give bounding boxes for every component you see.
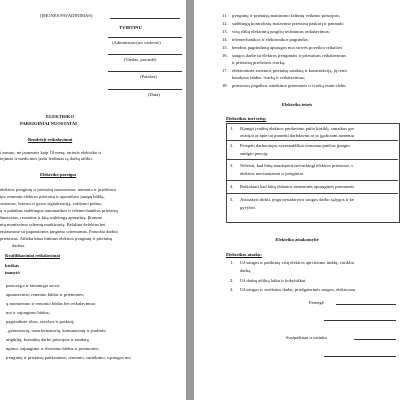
responsibility-subheading: Elektrikas atsako: (226, 252, 262, 257)
knowledge-item: ir prietaisų priešrūros tvarką; (232, 60, 286, 65)
name-caption: (Vardas, pavardė) (124, 57, 157, 62)
rights-item: 1. Išjungti įvadinį elektros perdavimo pulto kirtiklį, sunaikus gre (230, 126, 355, 131)
qualification-item: įrenginių ir prietaisų patikrinimo, remonto, surinkimo, sąvaugos mo (6, 355, 131, 360)
table-divider (226, 159, 398, 160)
rights-item: avarijai ar apie tai pranešti darbdaviui ar jo įgaliotam asmeniu (240, 133, 354, 138)
knowledge-item: 11. įrenginių ir prietaisų maitinimo šaltinių veikimo principus; (222, 13, 340, 18)
general-text-line: i asmuo, ne jaunesnis kaip 18 metų, turintis elektriko ir (0, 150, 102, 155)
duties-text-line: šmatorius, reostatus ir kitą sudėtingą aparatūrą. Įkrauna (0, 215, 102, 220)
rights-heading: Elektriko teisės (281, 102, 313, 107)
company-name-line (110, 18, 180, 19)
manager-line (108, 37, 182, 38)
rights-item: gyvybei. (240, 205, 256, 210)
qualification-item: ų montavimo ir remonto būdus bei reikalavimus; (6, 301, 96, 306)
qualification-item: pagrindines ribas, savybes ir paskirtį; (6, 319, 75, 324)
qualification-item: , generatorių, transformatorių, komutacinių ir įvadinės (6, 328, 106, 333)
rights-subheading: Elektrikas turi teisę: (226, 116, 267, 121)
table-divider (226, 193, 398, 194)
duties-text-line: nių montavimo schemų markiruotą. Pašalina defektus bei (0, 222, 106, 227)
duties-text-line: elektros įrenginių ir prietaisų montavimo, remonto ir priežiūros (0, 187, 117, 192)
qualification-subheading: ktrikas (5, 263, 20, 268)
acknowledged-label: Susipažinau ir sutinku (286, 335, 327, 340)
prepared-by-line (336, 304, 396, 305)
section-duties-heading: Elektriko pareigos (40, 172, 77, 177)
general-text-line: iejimas ir medicinos įrašu leidimas tą darbą atlikti. (0, 156, 93, 161)
qualification-item: pastoviąja ir kintamąja srove; (6, 283, 61, 288)
knowledge-item: 18. pirmosios pagalbos suteikimo priemones ir tvarką esant elektr (222, 83, 346, 88)
prepared-by-signature-line (324, 320, 396, 321)
approve-label: TVIRTINU (119, 25, 142, 30)
qualification-subheading: inanyti: (5, 270, 21, 275)
qualification-item: ungiklių, kontaktų darbo principus ir sandarą (6, 337, 89, 342)
rights-item: 4. Reikalauti kad būtų išduotos asmeninės apsauginės priemonės (230, 184, 355, 189)
manager-caption: (Administracijos vadovas) (112, 40, 161, 45)
qualification-item: ngimo, sujungimo ir išvavimo būdus ir priemones; (6, 346, 100, 351)
duties-text-line: sistemas, šviesos ir garso signalizaciją, valdymo pultus, (0, 201, 103, 206)
qualification-item: aptarnavimo, remonto būdus ir priemones; (6, 292, 85, 297)
knowledge-item: 17. elektroninės sistemos prietaisų sandarą ir konstrukciją, jų remi (222, 68, 347, 73)
prepared-by-label: Parengė (309, 300, 324, 305)
duties-text-line: eisiasmose su paprastomis įungimo schemomis. Paruošia darbui (0, 229, 118, 234)
duties-text-line: ų ir palaikus sudėtingus automatikos ir telemechanikos prietaisų (0, 208, 118, 213)
acknowledged-line (354, 339, 396, 340)
responsibility-item: 3. Už saugos ir sveikatos darbe, priešgaisrinės saugos, elektrosau (230, 287, 355, 292)
responsibility-heading: Elektriko atsakomybė (275, 237, 319, 242)
duties-text-line: darbus. (12, 243, 26, 248)
rights-item: 3. Neleisti, kad būtų naudojami netvarkingi elektros prietaisai, s (230, 163, 353, 168)
doc-title-line-1: ELEKTRIKO (46, 114, 75, 119)
section-qualification-heading: Kvalifikaciniai reikalavimai (5, 253, 60, 258)
date-caption: (Data) (148, 92, 160, 97)
knowledge-item: 14. telemechanikos ir elektronikos pagrindus; (222, 37, 309, 42)
rights-item: 5. Atsisakyti dirbti, jeigu nesudarytos saugos darbo sąlygos ir ke (230, 197, 354, 202)
signature-line (108, 71, 182, 72)
knowledge-item: bandymo būdus, tvarką ir reikalavimus; (232, 75, 306, 80)
qualification-item: mo ir sujungimo būdus; (6, 310, 50, 315)
document-page-left (0, 0, 186, 400)
duties-text-line: prietaisus. Atlieka kitus būtinus elektros įrenginių ir prietaisų (0, 236, 113, 241)
responsibility-item: 2. Už darbų atliktą laiku ir kokybiškai. (230, 278, 307, 283)
knowledge-item: 12. sudėtingų kontrolinių matavimo prietaisų paskirtį ir panaudo (222, 21, 344, 26)
knowledge-item: 13. visų rūšių elektrinių jungčių techninius reikalavimus; (222, 29, 330, 34)
rights-item: 2. Perspėti darbuotojus saveranklškai remontuojančius įjungtu (230, 143, 350, 148)
document-page-right (194, 0, 400, 400)
doc-title-line-2: PAREIGINIAI NUOSTATAI (20, 121, 77, 126)
table-divider (226, 180, 398, 181)
table-divider (226, 140, 398, 141)
signature-caption: (Parašas) (140, 74, 157, 79)
rights-item: elektros mechanizmai ir įrenginiai. (240, 171, 305, 176)
duties-text-line: ipo remonto elektros prietaisų ir aparatūros įrangų būklę, (0, 194, 105, 199)
knowledge-item: 15. bendrus pagrindinių apsaugos nuo srovės poveikio reikalavi (222, 45, 343, 50)
date-line (108, 89, 182, 90)
responsibility-item: darbą. (240, 268, 252, 273)
name-line (108, 54, 182, 55)
section-general-heading: Bendrieji reikalavimai (28, 137, 73, 142)
knowledge-item: 16. saugos darbe su elektros įrenginiais ir prietaisais reikalavimus (222, 53, 346, 58)
responsibility-item: 1. Už saugos ir patikimą visų elektros aptvietimo tinklų, varikliu (230, 260, 354, 265)
company-name-placeholder: (ĮMONĖS PAVADINIMAS) (40, 13, 93, 18)
acknowledged-signature-line (324, 356, 396, 357)
rights-item: smūgio pavojų. (240, 151, 269, 156)
